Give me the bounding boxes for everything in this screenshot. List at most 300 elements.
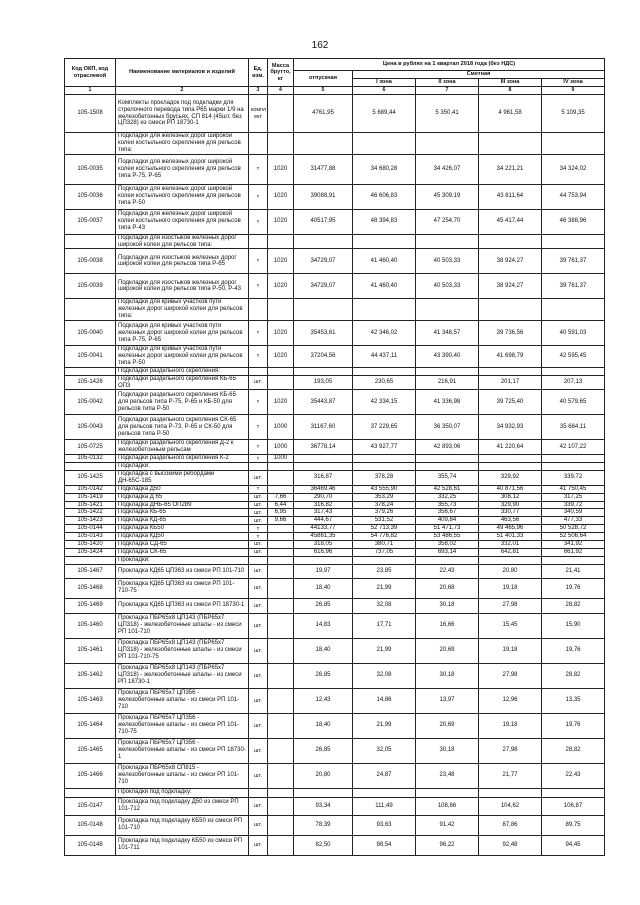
header-release-price: отпускная bbox=[294, 71, 353, 87]
price-zone-2: 23,48 bbox=[416, 763, 479, 788]
price-zone-1: 52 713,39 bbox=[353, 525, 416, 533]
row-name: Подкладки раздельного скрепления К-2 bbox=[116, 455, 249, 463]
price-zone-2: 42 528,61 bbox=[416, 485, 479, 493]
row-code: 105-1422 bbox=[65, 509, 116, 517]
row-price bbox=[416, 367, 479, 375]
price-zone-1: 32,08 bbox=[353, 663, 416, 688]
row-price bbox=[479, 133, 542, 155]
header-estimate-price: Сметная bbox=[353, 71, 605, 79]
price-zone-1 bbox=[353, 455, 416, 463]
row-mass: 1000 bbox=[268, 455, 294, 463]
row-unit: т bbox=[249, 415, 268, 440]
row-price bbox=[542, 234, 605, 249]
price-zone-4: 19,76 bbox=[542, 578, 605, 598]
row-mass bbox=[268, 548, 294, 556]
row-name: Подкладка с высокими ребордами ДН-65С-185 bbox=[116, 471, 249, 486]
row-unit: шт. bbox=[249, 375, 268, 390]
section-title: Прокладки: bbox=[116, 556, 249, 564]
price-zone-1: 737,05 bbox=[353, 548, 416, 556]
table-row bbox=[65, 564, 605, 578]
table-row bbox=[65, 390, 605, 415]
price-zone-4: 52 506,64 bbox=[542, 533, 605, 541]
price-zone-2: 5 350,41 bbox=[416, 95, 479, 133]
row-mass bbox=[268, 663, 294, 688]
row-unit: шт. bbox=[249, 613, 268, 638]
row-mass: 1020 bbox=[268, 184, 294, 209]
price-zone-2: 355,74 bbox=[416, 471, 479, 486]
table-row bbox=[65, 525, 605, 533]
price-zone-1: 5 689,44 bbox=[353, 95, 416, 133]
row-name: Подкладка СД-65 bbox=[116, 541, 249, 549]
price-zone-1: 43 555,90 bbox=[353, 485, 416, 493]
price-zone-2: 96,22 bbox=[416, 835, 479, 855]
price-zone-2: 358,02 bbox=[416, 541, 479, 549]
row-mass bbox=[268, 638, 294, 663]
row-code: 105-0035 bbox=[65, 154, 116, 184]
price-zone-3: 329,90 bbox=[479, 501, 542, 509]
row-unit bbox=[249, 133, 268, 155]
row-code: 105-0043 bbox=[65, 415, 116, 440]
row-mass: 7,66 bbox=[268, 493, 294, 501]
price-zone-2: 91,42 bbox=[416, 815, 479, 835]
row-mass bbox=[268, 525, 294, 533]
row-price bbox=[479, 556, 542, 564]
table-row bbox=[65, 598, 605, 613]
row-unit: шт. bbox=[249, 598, 268, 613]
row-name: Подкладка КД50 bbox=[116, 533, 249, 541]
table-row bbox=[65, 346, 605, 368]
row-mass: 1020 bbox=[268, 390, 294, 415]
price-zone-3: 21,77 bbox=[479, 763, 542, 788]
price-zone-4: 28,82 bbox=[542, 738, 605, 763]
row-code: 105-1464 bbox=[65, 713, 116, 738]
row-unit: т bbox=[249, 184, 268, 209]
price-release: 193,05 bbox=[294, 375, 353, 390]
price-zone-1: 21,99 bbox=[353, 638, 416, 663]
price-zone-2: 53 486,55 bbox=[416, 533, 479, 541]
column-number: 2 bbox=[116, 87, 249, 95]
price-release: 36778,14 bbox=[294, 440, 353, 455]
price-zone-2: 332,25 bbox=[416, 493, 479, 501]
row-mass bbox=[268, 234, 294, 249]
price-zone-1: 21,99 bbox=[353, 713, 416, 738]
row-price bbox=[479, 788, 542, 797]
price-zone-4: 42 107,22 bbox=[542, 440, 605, 455]
price-release: 26,85 bbox=[294, 663, 353, 688]
table-row bbox=[65, 493, 605, 501]
row-mass bbox=[268, 299, 294, 321]
price-table-body bbox=[65, 95, 605, 856]
row-price bbox=[416, 299, 479, 321]
row-unit: т bbox=[249, 209, 268, 234]
row-code: 105-1469 bbox=[65, 598, 116, 613]
price-release: 616,96 bbox=[294, 548, 353, 556]
row-unit bbox=[249, 556, 268, 564]
price-zone-4: 46 388,96 bbox=[542, 209, 605, 234]
row-name: Подкладки для изостыков железных дорог широкой колеи для рельсов типа Р-65 bbox=[116, 249, 249, 274]
price-release: 40517,95 bbox=[294, 209, 353, 234]
price-zone-1: 32,08 bbox=[353, 598, 416, 613]
row-unit: шт. bbox=[249, 835, 268, 855]
header-zone-4: IV зона bbox=[542, 79, 605, 87]
price-zone-1: 98,54 bbox=[353, 835, 416, 855]
price-zone-4: 106,87 bbox=[542, 797, 605, 815]
column-numbers-row bbox=[65, 87, 605, 95]
row-price bbox=[353, 234, 416, 249]
price-zone-4: 5 109,35 bbox=[542, 95, 605, 133]
price-zone-3: 51 401,33 bbox=[479, 533, 542, 541]
row-mass bbox=[268, 541, 294, 549]
price-zone-3: 201,17 bbox=[479, 375, 542, 390]
row-price bbox=[479, 463, 542, 471]
row-unit: шт. bbox=[249, 509, 268, 517]
row-code: 105-0042 bbox=[65, 390, 116, 415]
row-unit: шт. bbox=[249, 517, 268, 525]
price-zone-1: 37 229,65 bbox=[353, 415, 416, 440]
column-number: 1 bbox=[65, 87, 116, 95]
row-unit: шт. bbox=[249, 738, 268, 763]
price-zone-1: 41 460,40 bbox=[353, 249, 416, 274]
table-row bbox=[65, 471, 605, 486]
price-zone-1: 93,63 bbox=[353, 815, 416, 835]
price-zone-4: 13,35 bbox=[542, 688, 605, 713]
price-release: 78,39 bbox=[294, 815, 353, 835]
row-mass bbox=[268, 738, 294, 763]
price-zone-3: 463,56 bbox=[479, 517, 542, 525]
row-unit: т bbox=[249, 274, 268, 299]
header-code: Код ОКП, код отраслевой bbox=[65, 59, 116, 87]
price-zone-3 bbox=[479, 455, 542, 463]
price-release: 316,82 bbox=[294, 501, 353, 509]
row-mass bbox=[268, 564, 294, 578]
row-code: 105-0039 bbox=[65, 274, 116, 299]
price-zone-3: 39 736,56 bbox=[479, 321, 542, 346]
row-name: Прокладка КД65 ЦП363 из смеси РП 18730-1 bbox=[116, 598, 249, 613]
row-unit: шт. bbox=[249, 578, 268, 598]
row-mass: 1000 bbox=[268, 415, 294, 440]
row-name: Прокладка ПБР65х8 ЦП143 (ПБР65х7 ЦП318) - железобетонные шпалы - из смеси РП 101-710-75 bbox=[116, 638, 249, 663]
section-row bbox=[65, 133, 605, 155]
price-zone-2: 40 503,33 bbox=[416, 249, 479, 274]
row-unit: шт. bbox=[249, 564, 268, 578]
price-zone-4: 339,72 bbox=[542, 501, 605, 509]
price-zone-3: 27,98 bbox=[479, 598, 542, 613]
row-code: 105-1419 bbox=[65, 493, 116, 501]
column-number: 8 bbox=[479, 87, 542, 95]
table-row bbox=[65, 578, 605, 598]
price-zone-2: 41 348,57 bbox=[416, 321, 479, 346]
row-price bbox=[479, 234, 542, 249]
section-title: Подкладки для железных дорог широкой колеи костыльного скрепления для рельсов типа: bbox=[116, 133, 249, 155]
column-number: 4 bbox=[268, 87, 294, 95]
table-row bbox=[65, 638, 605, 663]
section-row bbox=[65, 367, 605, 375]
price-release: 31167,60 bbox=[294, 415, 353, 440]
row-code: 105-1424 bbox=[65, 548, 116, 556]
row-name: Подкладка КБ-65 bbox=[116, 509, 249, 517]
row-name: Прокладка ПБР65х7 ЦП356 - железобетонные шпалы - из смеси РП 101-710 bbox=[116, 688, 249, 713]
row-price bbox=[542, 299, 605, 321]
table-row bbox=[65, 509, 605, 517]
table-row bbox=[65, 548, 605, 556]
row-name: Прокладка под подкладку КБ50 из смеси РП 101-711 bbox=[116, 835, 249, 855]
row-mass: 1020 bbox=[268, 274, 294, 299]
price-zone-4: 22,43 bbox=[542, 763, 605, 788]
header-unit: Ед. изм. bbox=[249, 59, 268, 87]
column-number: 6 bbox=[353, 87, 416, 95]
price-zone-4: 19,76 bbox=[542, 638, 605, 663]
row-unit bbox=[249, 463, 268, 471]
row-code bbox=[65, 367, 116, 375]
price-release bbox=[294, 455, 353, 463]
price-release: 12,43 bbox=[294, 688, 353, 713]
row-mass bbox=[268, 578, 294, 598]
price-zone-3: 642,81 bbox=[479, 548, 542, 556]
price-zone-1: 17,71 bbox=[353, 613, 416, 638]
row-mass: 1020 bbox=[268, 154, 294, 184]
row-price bbox=[294, 788, 353, 797]
price-zone-1: 21,99 bbox=[353, 578, 416, 598]
price-zone-4: 42 595,45 bbox=[542, 346, 605, 368]
row-mass: 6,95 bbox=[268, 509, 294, 517]
price-zone-1: 23,85 bbox=[353, 564, 416, 578]
price-zone-1: 14,86 bbox=[353, 688, 416, 713]
row-mass: 6,44 bbox=[268, 501, 294, 509]
price-zone-2: 43 390,40 bbox=[416, 346, 479, 368]
section-title: Подкладки для кривых участков пути железных дорог широкой колеи для рельсов типа: bbox=[116, 299, 249, 321]
price-zone-2: 355,73 bbox=[416, 501, 479, 509]
price-release: 18,40 bbox=[294, 713, 353, 738]
row-code: 105-0148 bbox=[65, 835, 116, 855]
row-code: 105-0142 bbox=[65, 485, 116, 493]
price-zone-3: 87,86 bbox=[479, 815, 542, 835]
row-mass bbox=[268, 463, 294, 471]
price-zone-1: 24,87 bbox=[353, 763, 416, 788]
price-zone-3: 27,98 bbox=[479, 663, 542, 688]
row-unit: т bbox=[249, 154, 268, 184]
price-zone-4: 19,76 bbox=[542, 713, 605, 738]
price-zone-3: 45 417,44 bbox=[479, 209, 542, 234]
row-price bbox=[542, 133, 605, 155]
section-title: Прокладки под подкладку: bbox=[116, 788, 249, 797]
row-mass: 1020 bbox=[268, 209, 294, 234]
price-zone-4: 50 528,72 bbox=[542, 525, 605, 533]
row-mass bbox=[268, 471, 294, 486]
price-release: 36469,46 bbox=[294, 485, 353, 493]
row-name: Подкладки для кривых участков пути железных дорог широкой колеи для рельсов типа Р-50 bbox=[116, 346, 249, 368]
table-row bbox=[65, 797, 605, 815]
price-release: 35443,87 bbox=[294, 390, 353, 415]
row-unit: т bbox=[249, 321, 268, 346]
price-zone-1: 378,28 bbox=[353, 471, 416, 486]
table-row bbox=[65, 154, 605, 184]
row-price bbox=[353, 133, 416, 155]
price-zone-3: 41 698,79 bbox=[479, 346, 542, 368]
row-mass bbox=[268, 95, 294, 133]
row-name: Прокладка под подкладку Д50 из смеси РП 101-712 bbox=[116, 797, 249, 815]
price-zone-4: 41 750,45 bbox=[542, 485, 605, 493]
table-row bbox=[65, 485, 605, 493]
section-row bbox=[65, 788, 605, 797]
row-name: Подкладки для железных дорог широкой колеи костыльного скрепления для рельсов типа Р-50 bbox=[116, 184, 249, 209]
price-zone-2: 216,91 bbox=[416, 375, 479, 390]
price-zone-1: 111,49 bbox=[353, 797, 416, 815]
row-price bbox=[542, 367, 605, 375]
row-mass bbox=[268, 598, 294, 613]
row-unit: шт. bbox=[249, 688, 268, 713]
row-mass: 1020 bbox=[268, 321, 294, 346]
row-unit: шт. bbox=[249, 471, 268, 486]
price-zone-3: 12,96 bbox=[479, 688, 542, 713]
row-code bbox=[65, 556, 116, 564]
table-row bbox=[65, 663, 605, 688]
row-unit: шт. bbox=[249, 663, 268, 688]
row-code: 105-1463 bbox=[65, 688, 116, 713]
price-zone-1: 378,24 bbox=[353, 501, 416, 509]
row-unit: т bbox=[249, 525, 268, 533]
row-name: Прокладка ПБР65х8 ЦП143 (ПБР65х7 ЦП318) - железобетонные шпалы - из смеси РП 18730-1 bbox=[116, 663, 249, 688]
price-zone-4: 15,90 bbox=[542, 613, 605, 638]
row-unit: т bbox=[249, 533, 268, 541]
price-zone-4: 207,13 bbox=[542, 375, 605, 390]
row-mass bbox=[268, 763, 294, 788]
row-price bbox=[542, 463, 605, 471]
price-release: 34729,07 bbox=[294, 249, 353, 274]
price-zone-2: 51 471,73 bbox=[416, 525, 479, 533]
price-zone-2: 20,69 bbox=[416, 713, 479, 738]
price-release: 31477,88 bbox=[294, 154, 353, 184]
section-row bbox=[65, 299, 605, 321]
row-name: Подкладки для изостыков железных дорог широкой колеи для рельсов типа Р-50, Р-43 bbox=[116, 274, 249, 299]
price-zone-2: 20,68 bbox=[416, 578, 479, 598]
price-zone-4: 340,59 bbox=[542, 509, 605, 517]
price-release: 18,40 bbox=[294, 578, 353, 598]
row-unit: шт. bbox=[249, 763, 268, 788]
row-code bbox=[65, 788, 116, 797]
row-name: Подкладки раздельного скрепления Д-2 к железобетонным рельсам bbox=[116, 440, 249, 455]
header-zone-2: II зона bbox=[416, 79, 479, 87]
price-zone-1: 380,71 bbox=[353, 541, 416, 549]
row-code: 105-0041 bbox=[65, 346, 116, 368]
row-unit bbox=[249, 299, 268, 321]
row-code: 105-0037 bbox=[65, 209, 116, 234]
price-zone-2: 693,14 bbox=[416, 548, 479, 556]
row-code: 105-0725 bbox=[65, 440, 116, 455]
row-code bbox=[65, 133, 116, 155]
header-mass: Масса брутто, кг bbox=[268, 59, 294, 87]
price-release: 316,87 bbox=[294, 471, 353, 486]
row-code: 105-1465 bbox=[65, 738, 116, 763]
row-unit: шт. bbox=[249, 797, 268, 815]
price-zone-4: 94,45 bbox=[542, 835, 605, 855]
table-row bbox=[65, 440, 605, 455]
price-release: 290,70 bbox=[294, 493, 353, 501]
row-unit bbox=[249, 367, 268, 375]
row-code bbox=[65, 234, 116, 249]
table-row bbox=[65, 688, 605, 713]
price-zone-1: 230,65 bbox=[353, 375, 416, 390]
row-code: 105-1508 bbox=[65, 95, 116, 133]
section-title: Подкладки раздельного скрепления: bbox=[116, 367, 249, 375]
row-name: Прокладка под подкладку КБ50 из смеси РП 101-710 bbox=[116, 815, 249, 835]
row-code: 105-0132 bbox=[65, 455, 116, 463]
row-unit: шт. bbox=[249, 548, 268, 556]
price-zone-4: 40 579,65 bbox=[542, 390, 605, 415]
row-code bbox=[65, 299, 116, 321]
row-price bbox=[353, 788, 416, 797]
price-release: 44133,77 bbox=[294, 525, 353, 533]
price-zone-3: 308,12 bbox=[479, 493, 542, 501]
price-zone-1: 353,29 bbox=[353, 493, 416, 501]
price-zone-3: 34 932,93 bbox=[479, 415, 542, 440]
row-unit: т bbox=[249, 390, 268, 415]
row-code: 105-1423 bbox=[65, 517, 116, 525]
price-zone-3: 49 465,96 bbox=[479, 525, 542, 533]
price-release: 26,85 bbox=[294, 738, 353, 763]
price-zone-3: 34 221,21 bbox=[479, 154, 542, 184]
price-zone-3: 4 961,58 bbox=[479, 95, 542, 133]
row-code: 105-0040 bbox=[65, 321, 116, 346]
row-mass bbox=[268, 613, 294, 638]
section-title: Подкладки для изостыков железных дорог широкой колеи для рельсов типа: bbox=[116, 234, 249, 249]
row-code: 105-1420 bbox=[65, 541, 116, 549]
row-name: Подкладки раздельного скрепления КБ-65 ОП3 bbox=[116, 375, 249, 390]
row-code: 105-1466 bbox=[65, 763, 116, 788]
row-unit bbox=[249, 788, 268, 797]
row-code: 105-0144 bbox=[65, 525, 116, 533]
price-zone-1: 54 776,82 bbox=[353, 533, 416, 541]
price-zone-3: 40 871,56 bbox=[479, 485, 542, 493]
price-zone-4: 35 684,11 bbox=[542, 415, 605, 440]
row-mass: 1020 bbox=[268, 346, 294, 368]
price-zone-3: 19,18 bbox=[479, 578, 542, 598]
header-name: Наименование материалов и изделий bbox=[116, 59, 249, 87]
row-mass bbox=[268, 367, 294, 375]
row-unit: т bbox=[249, 346, 268, 368]
price-zone-3: 20,80 bbox=[479, 564, 542, 578]
row-mass bbox=[268, 815, 294, 835]
price-zone-1: 379,26 bbox=[353, 509, 416, 517]
price-zone-2: 47 254,70 bbox=[416, 209, 479, 234]
price-release: 82,50 bbox=[294, 835, 353, 855]
table-row bbox=[65, 533, 605, 541]
table-row bbox=[65, 613, 605, 638]
price-release: 18,40 bbox=[294, 638, 353, 663]
table-row bbox=[65, 184, 605, 209]
price-zone-4: 40 591,03 bbox=[542, 321, 605, 346]
row-name: Комплекты прокладок под подкладки для стрелочного перевода типа Р65 марки 1/9 на железобетонных брусьях, СП 814 (45шт. без ЦП328) из смеси РП 18730-1 bbox=[116, 95, 249, 133]
section-title: Подкладки: bbox=[116, 463, 249, 471]
row-mass bbox=[268, 797, 294, 815]
row-price bbox=[294, 556, 353, 564]
price-zone-2: 20,69 bbox=[416, 638, 479, 663]
column-number: 5 bbox=[294, 87, 353, 95]
column-number: 7 bbox=[416, 87, 479, 95]
price-zone-4: 317,25 bbox=[542, 493, 605, 501]
row-price bbox=[542, 788, 605, 797]
row-mass bbox=[268, 788, 294, 797]
row-mass bbox=[268, 375, 294, 390]
price-zone-4: 21,41 bbox=[542, 564, 605, 578]
price-release: 318,05 bbox=[294, 541, 353, 549]
price-zone-1: 43 927,77 bbox=[353, 440, 416, 455]
row-price bbox=[416, 133, 479, 155]
price-release: 39088,91 bbox=[294, 184, 353, 209]
row-mass bbox=[268, 485, 294, 493]
table-row bbox=[65, 763, 605, 788]
table-row bbox=[65, 835, 605, 855]
price-zone-2: 108,86 bbox=[416, 797, 479, 815]
